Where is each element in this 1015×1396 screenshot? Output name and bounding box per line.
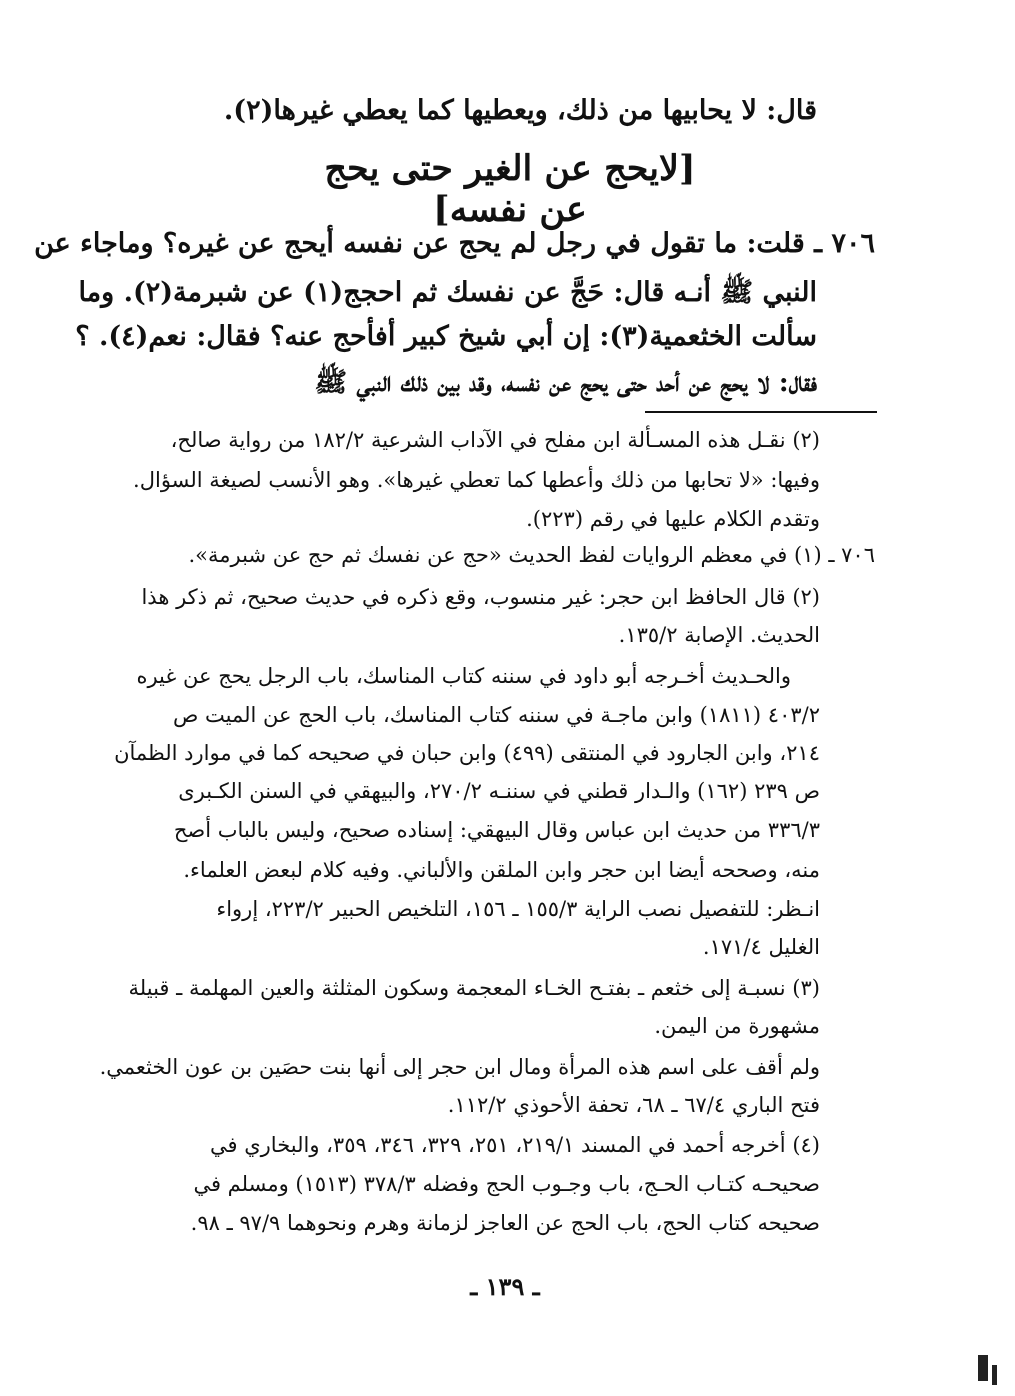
question-line-4: فقال: لا يحج عن أحد حتى يحج عن نفسه، وقد بين ذلك النبي ﷺ: [314, 367, 817, 398]
footnote-line: ٤٠٣/٢ (١٨١١) وابن ماجـة في سننه كتاب المناسك، باب الحج عن الميت ص: [172, 703, 820, 727]
scan-mark: [978, 1355, 988, 1381]
footnote-line: (٣) نسبـة إلى خثعم ـ بفتـح الخـاء المعجمة وسكون المثلثة والعين المهلمة ـ قبيلة: [128, 976, 820, 1000]
footnote-line: ٣٣٦/٣ من حديث ابن عباس وقال البيهقي: إسناده صحيح، وليس بالباب أصح: [173, 818, 820, 842]
footnote-line: وفيها: «لا تحابها من ذلك وأعطها كما تعطي غيرها». وهو الأنسب لصيغة السؤال.: [133, 468, 820, 492]
footnote-line: (٢) نقـل هذه المسـألة ابن مفلح في الآداب الشرعية ١٨٢/٢ من رواية صالح،: [170, 428, 820, 452]
footnote-line: ولم أقف على اسم هذه المرأة ومال ابن حجر إلى أنها بنت حصَين بن عون الخثعمي.: [99, 1055, 820, 1079]
question-line-2: النبي ﷺ أنـه قال: حَجَّ عن نفسك ثم احجج(١) عن شبرمة(٢). وما: [78, 277, 817, 308]
footnote-separator: [645, 411, 877, 413]
footnote-line: انـظر: للتفصيل نصب الراية ١٥٥/٣ ـ ١٥٦، التلخيص الحبير ٢٢٣/٢، إرواء: [216, 897, 820, 921]
intro-line: قال: لا يحابيها من ذلك، ويعطيها كما يعطي غيرها(٢).: [223, 95, 817, 126]
question-line-1: [34, 228, 875, 259]
section-heading: [لايحج عن الغير حتى يحج عن نفسه]: [324, 148, 696, 230]
question-number: ٧٠٦ ـ: [814, 228, 875, 259]
footnote-line: ص ٢٣٩ (١٦٢) والـدار قطني في سننـه ٢٧٠/٢، والبيهقي في السنن الكـبرى: [178, 779, 820, 803]
footnote-line: صحيحـه كتـاب الحـج، باب وجـوب الحج وفضله ٣٧٨/٣ (١٥١٣) ومسلم في: [193, 1172, 820, 1196]
footnote-706-1: ٧٠٦ ـ (١) في معظم الروايات لفظ الحديث «حج عن نفسك ثم حج عن شبرمة».: [188, 543, 875, 567]
scan-mark: [992, 1365, 997, 1385]
footnote-line: ٢١٤، وابن الجارود في المنتقى (٤٩٩) وابن حبان في صحيحه كما في موارد الظمآن: [114, 741, 820, 765]
footnote-line: (٢) قال الحافظ ابن حجر: غير منسوب، وقع ذكره في حديث صحيح، ثم ذكر هذا: [141, 585, 820, 609]
footnote-line: والحـديث أخـرجه أبو داود في سننه كتاب المناسك، باب الرجل يحج عن غيره: [136, 664, 791, 688]
footnote-line: فتح الباري ٦٧/٤ ـ ٦٨، تحفة الأحوذي ١١٢/٢.: [447, 1093, 820, 1117]
footnote-line: الغليل ١٧١/٤.: [702, 935, 820, 959]
footnote-line: صحيحه كتاب الحج، باب الحج عن العاجز لزمانة وهرم ونحوهما ٩٧/٩ ـ ٩٨.: [190, 1211, 820, 1235]
footnote-line: منه، وصححه أيضا ابن حجر وابن الملقن والألباني. وفيه كلام لبعض العلماء.: [183, 858, 820, 882]
footnote-line: الحديث. الإصابة ١٣٥/٢.: [618, 623, 820, 647]
footnote-line: (٤) أخرجه أحمد في المسند ٢١٩/١، ٢٥١، ٣٢٩، ٣٤٦، ٣٥٩، والبخاري في: [210, 1133, 820, 1157]
footnote-line: مشهورة من اليمن.: [654, 1014, 820, 1038]
footnote-line: وتقدم الكلام عليها في رقم (٢٢٣).: [526, 507, 820, 531]
question-line-3: سألت الخثعمية(٣): إن أبي شيخ كبير أفأحج عنه؟ فقال: نعم(٤). ؟: [75, 321, 817, 352]
page-number: ـ ١٣٩ ـ: [470, 1272, 540, 1301]
question-text-1: قلت: ما تقول في رجل لم يحج عن نفسه أيحج عن غيره؟ وماجاء عن: [34, 228, 805, 259]
